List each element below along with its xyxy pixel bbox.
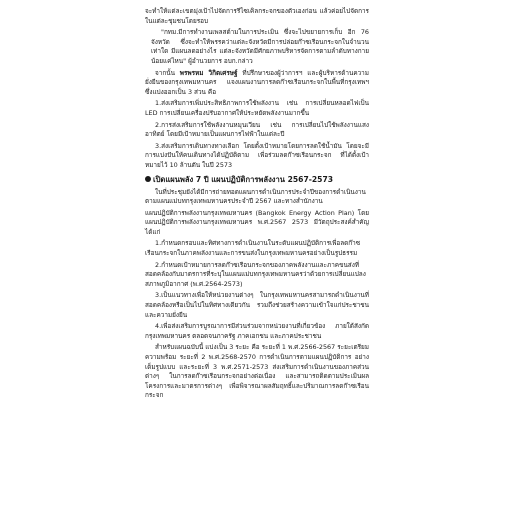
section-heading-text: เปิดแผนพลัง 7 ปี แผนปฏิบัติการพลังงาน 2567-2573	[153, 174, 334, 184]
bullet-icon	[145, 176, 151, 182]
minister-name: พรพรหม วิกิตเศรษฐ์	[179, 68, 238, 77]
list-item-efficiency: 1.ส่งเสริมการเพิ่มประสิทธิภาพการใช้พลังงาน เช่น การเปลี่ยนหลอดไฟเป็น LED การเปลี่ยนเครื่องปรับอากาศให้ประหยัดพลังงานมากขึ้น	[145, 99, 369, 117]
list-item-transport: 3.ส่งเสริมการเดินทางทางเลือก โดยตั้งเป้าหมายโดยการลดใช้น้ำมัน โดยจะมีการแบ่งปันให้คนเดินทางได้ปฏิบัติตาม เพื่อร่วมลดก๊าซเรือนกระจก ที่ได้ตั้งเป้าหมายไว้ 10 ล้านตัน ในปี 2573	[145, 141, 369, 169]
plan-paragraph-b: แผนปฏิบัติการพลังงานกรุงเทพมหานคร (Bangkok Energy Action Plan) โดยแผนปฏิบัติการพลังงานกรุงเทพมหานคร พ.ศ.2567 2573 มีวัตถุประสงค์สำคัญ ได้แก่	[145, 208, 369, 236]
plan-paragraph-a: ในที่ประชุมยังได้มีการถ่ายทอดแผนการดำเนินการประจำปีของการดำเนินงานตามแผนแม่บทกรุงเทพมหานครประจำปี 2567 และทางสำนักงาน	[145, 187, 366, 206]
minister-mid: ที่ปรึกษาของผู้ว่าการฯ และผู้บริหารด้านความยั่งยืนของกรุงเทพมหานคร	[145, 68, 369, 87]
article-column	[145, 7, 369, 403]
quote-paragraph: "กทม.มีการทำงานเพลสต์ามในการประเมิน ซึ่งจะไปขยายการเก็บ อีก 76 จังหวัด ซึ่งจะทำให้พรรคว่าแต่ละจังหวัดมีการปล่อยก๊าซเรือนกระจกในจำนวนเท่าใด มีแผนลดอย่างไร แต่ละจังหวัดมีศักยภาพบริหารจัดการตามลำดับทางกายน้อยแค่ไหน" ผู้อำนวยการ อบก.กล่าว	[151, 28, 369, 65]
list-item-renewable: 2.การส่งเสริมการใช้พลังงานหมุนเวียน เช่น การเปลี่ยนไปใช้พลังงานแสงอาทิตย์ โดยมีเป้าหมายเป็นแผนการไฟฟ้าในแต่ละปี	[145, 120, 369, 139]
phase-paragraph: สำหรับแผนฉบับนี้ แบ่งเป็น 3 ระยะ คือ ระยะที่ 1 พ.ศ.2566-2567 ระยะเตรียมความพร้อม ระยะที่ 2 พ.ศ.2568-2570 การดำเนินการตามแผนปฏิบัติการ อย่างเต็มรูปแบบ และระยะที่ 3 พ.ศ.2571-2573 ส่งเสริมการดำเนินงานของภาคส่วนต่างๆ ในการลดก๊าซเรือนกระจกอย่างต่อเนื่อง และสามารถติดตามประเมินผลโครงการและมาตรการต่างๆ เพื่อพิจารณาผลสัมฤทธิ์และปริมาณการลดก๊าซเรือนกระจก	[145, 343, 369, 400]
minister-paragraph	[145, 69, 369, 98]
objective-2: 2.กำหนดเป้าหมายการลดก๊าซเรือนกระจกของภาคพลังงานและภาคขนส่งที่สอดคล้องกับมาตรการที่ระบุในแผนแม่บทกรุงเทพมหานครว่าด้วยการเปลี่ยนแปลงสภาพภูมิอากาศ (พ.ศ.2564-2573)	[145, 260, 366, 288]
objective-1: 1.กำหนดกรอบและทิศทางการดำเนินงานในระดับแผนปฏิบัติการเพื่อลดก๊าซเรือนกระจกในภาคพลังงานและการขนส่งในกรุงเทพมหานครอย่างเป็นรูปธรรม	[145, 239, 361, 258]
intro-paragraph: จะทำให้แต่ละเขตมุ่งเป้าไปจัดการรีไซเคิลกระจกของตัวเองก่อน แล้วค่อยไปจัดการในแต่ละชุมชนโดยรอบ	[145, 7, 369, 25]
objective-4: 4.เพื่อส่งเสริมการบูรณาการมีส่วนร่วมจากหน่วยงานที่เกี่ยวข้อง ภายใต้สังกัดกรุงเทพมหานคร ตลอดจนภาครัฐ ภาคเอกชน และภาคประชาชน	[145, 322, 369, 340]
minister-post: แจงแผนงานการลดก๊าซเรือนกระจกในพื้นที่กรุงเทพฯ ซึ่งแบ่งออกเป็น 3 ส่วน คือ	[145, 78, 369, 96]
section-heading	[145, 175, 369, 185]
minister-pre: จากนั้น	[155, 68, 180, 77]
objective-3: 3.เป็นแนวทางเพื่อให้หน่วยงานต่างๆ ในกรุงเทพมหานครสามารถดำเนินงานที่สอดคล้องหรือเป็นไปในทิศทางเดียวกัน รวมถึงช่วยสร้างความเข้าใจแก่ประชาชนและความยั่งยืน	[145, 291, 369, 319]
